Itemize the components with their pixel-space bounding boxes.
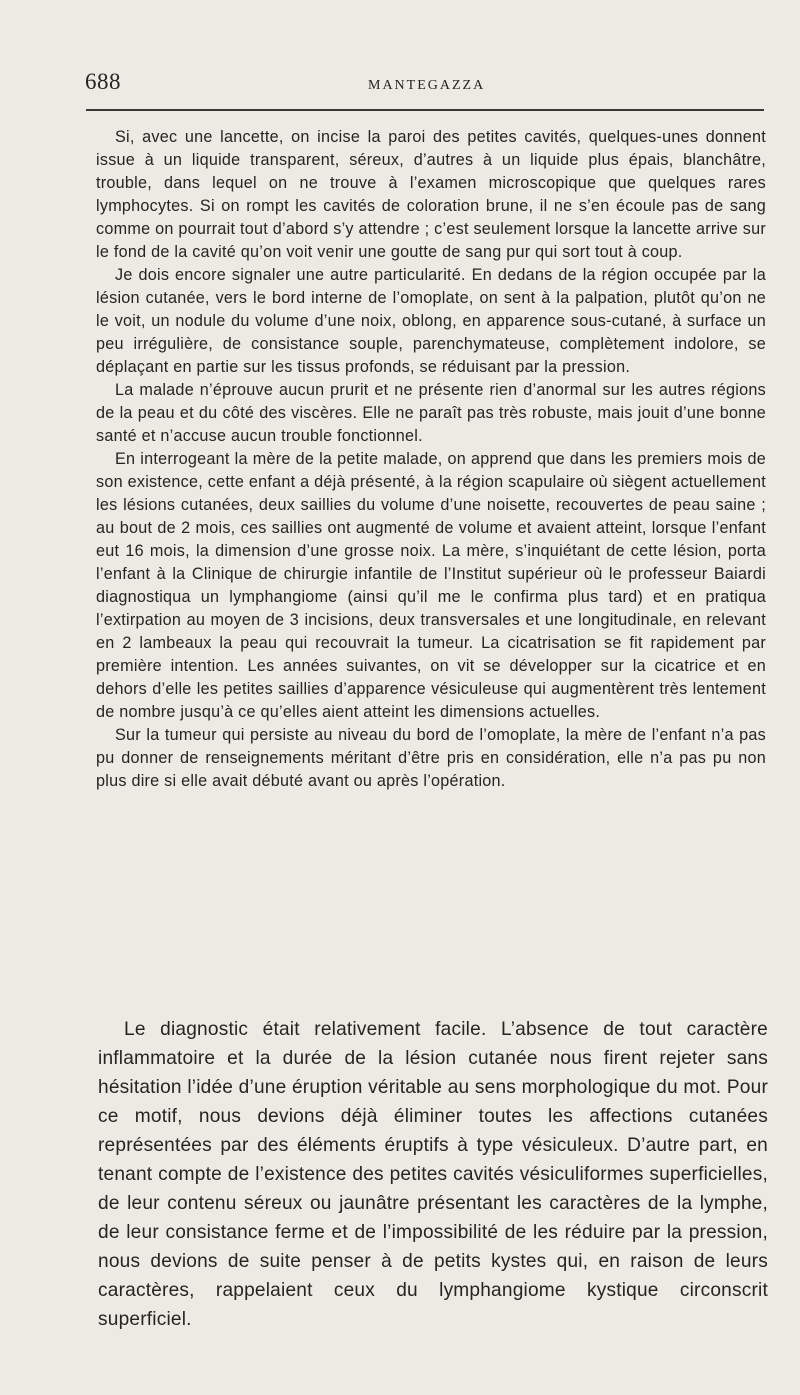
paragraph-diagnostic: Le diagnostic était relativement facile. L’absence de tout caractère inflammatoire et la durée de la lésion cutanée nous firent rejeter sans hésitation l’idée d’une éruption véritable au sens morphologique du mot. Pour ce motif, nous devions déjà éliminer toutes les affections cutanées représentées par des éléments éruptifs à type vésiculeux. D’autre part, en tenant compte de l’existence des petites cavités vésiculiformes superficielles, de leur contenu séreux ou jaunâtre présentant les caractères de la lymphe, de leur consistance ferme et de l’impossibilité de les réduire par la pression, nous devions de suite penser à de petits kystes qui, en raison de leurs caractères, rappelaient ceux du lymphangiome kystique circonscrit superficiel. (98, 1019, 768, 1330)
paragraph-prurit: La malade n’éprouve aucun prurit et ne présente rien d’anormal sur les autres régions de la peau et du côté des viscères. Elle ne paraît pas très robuste, mais jouit d’une bonne santé et n’accuse aucun trouble fonctionnel. (96, 381, 766, 445)
diagnosis-text (98, 1015, 768, 1334)
running-head: MANTEGAZZA (368, 78, 486, 93)
paragraph-lancette: Si, avec une lancette, on incise la paroi des petites cavités, quelques-unes donnent issue à un liquide transparent, séreux, d’autres à un liquide plus épais, blanchâtre, trouble, dans lequel on ne trouve à l’examen microscopique que quelques rares lymphocytes. Si on rompt les cavités de coloration brune, il ne s’en écoule pas de sang comme on pourrait tout d’abord s’y attendre ; c’est seulement lorsque la lancette arrive sur le fond de la cavité qu’on voit venir une goutte de sang pur qui sort tout à coup. (96, 128, 766, 261)
page-number: 688 (85, 69, 121, 94)
paragraph-tumeur: Sur la tumeur qui persiste au niveau du bord de l’omoplate, la mère de l’enfant n’a pas pu donner de renseignements méritant d’être pris en considération, elle n’a pas pu non plus dire si elle avait débuté avant ou après l’opération. (96, 726, 766, 790)
case-description-text (96, 126, 766, 793)
paragraph-history: En interrogeant la mère de la petite malade, on apprend que dans les premiers mois de son existence, cette enfant a déjà présenté, à la région scapulaire où siègent actuellement les lésions cutanées, deux saillies du volume d’une noisette, recouvertes de peau saine ; au bout de 2 mois, ces saillies ont augmenté de volume et avaient atteint, lorsque l’enfant eut 16 mois, la dimension d’une grosse noix. La mère, s’inquiétant de cette lésion, porta l’enfant à la Clinique de chirurgie infantile de l’Institut supérieur où le professeur Baiardi diagnostiqua un lymphangiome (ainsi qu’il me le confirma plus tard) et en pratiqua l’extirpation au moyen de 3 incisions, deux transversales et une longitudinale, en relevant en 2 lambeaux la peau qui recouvrait la tumeur. La cicatrisation se fit rapidement par première intention. Les années suivantes, on vit se développer sur la cicatrice et en dehors d’elle les petites saillies d’apparence vésiculeuse qui augmentèrent très lentement de nombre jusqu’à ce qu’elles aient atteint les dimensions actuelles. (96, 450, 766, 721)
paragraph-nodule: Je dois encore signaler une autre particularité. En dedans de la région occupée par la lésion cutanée, vers le bord interne de l’omoplate, on sent à la palpation, plutôt qu’on ne le voit, un nodule du volume d’une noix, oblong, en apparence sous-cutané, à surface un peu irrégulière, de consistance souple, parenchymateuse, complètement indolore, se déplaçant en partie sur les tissus profonds, se réduisant par la pression. (96, 266, 766, 376)
header-rule (86, 109, 764, 111)
